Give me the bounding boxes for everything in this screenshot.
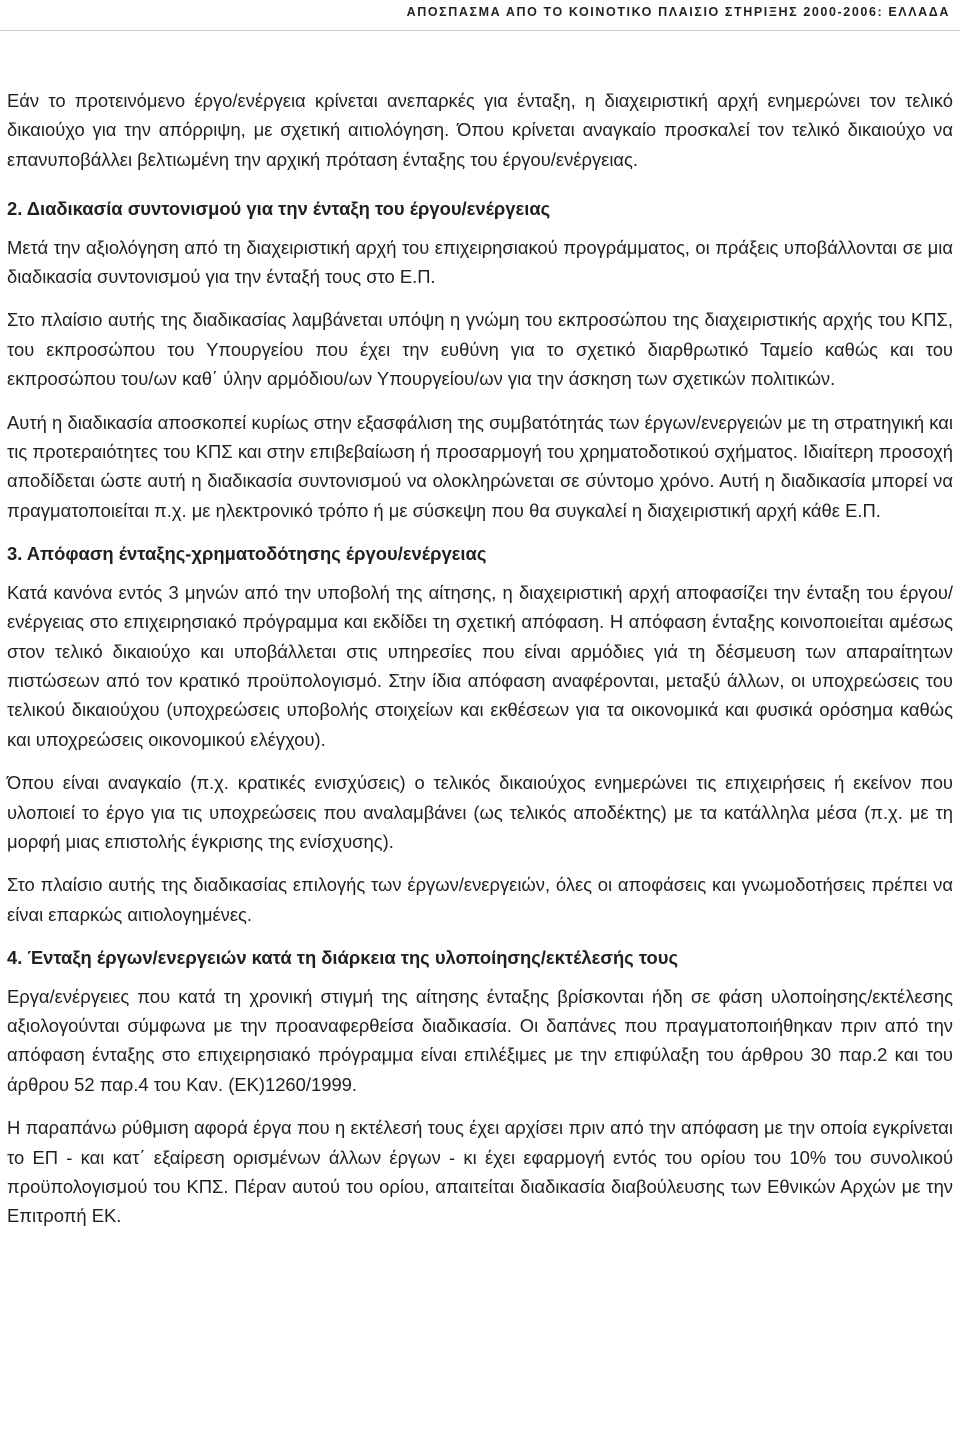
section-3-paragraph-3: Στο πλαίσιο αυτής της διαδικασίας επιλογής των έργων/ενεργειών, όλες οι αποφάσεις και γνωμοδοτήσεις πρέπει να είναι επαρκώς αιτιολογημένες. xyxy=(7,874,953,925)
section-2-paragraph-1: Μετά την αξιολόγηση από τη διαχειριστική αρχή του επιχειρησιακού προγράμματος, οι πράξεις υποβάλλονται σε μια διαδικασία συντονισμού για την ένταξή τους στο Ε.Π. xyxy=(7,236,953,288)
section-3-paragraph-2: Όπου είναι αναγκαίο (π.χ. κρατικές ενισχύσεις) ο τελικός δικαιούχος ενημερώνει τις επιχειρήσεις ή εκείνον που υλοποιεί το έργο για τις υποχρεώσεις που αναλαμβάνει (ως τελικός αποδέκτης) με τα κατάλληλα μέσα (π.χ. με τη μορφή μιας επιστολής έγκρισης της ενίσχυσης). xyxy=(7,772,953,852)
running-header: ΑΠΟΣΠΑΣΜΑ ΑΠΟ ΤΟ ΚΟΙΝΟΤΙΚΟ ΠΛΑΙΣΙΟ ΣΤΗΡΙΞΗΣ 2000-2006: ΕΛΛΑΔΑ xyxy=(406,5,950,19)
section-4-paragraph-2: Η παραπάνω ρύθμιση αφορά έργα που η εκτέλεσή τους έχει αρχίσει πριν από την απόφαση με την οποία εγκρίνεται το ΕΠ - και κατ΄ εξαίρεση ορισμένων άλλων έργων - κι έχει εφαρμογή εντός του ορίου του 10% του συνολικού προϋπολογισμού του ΚΠΣ. Πέραν αυτού του ορίου, απαιτείται διαδικασία διαβούλευσης των Εθνικών Αρχών με την Επιτροπή ΕΚ. xyxy=(7,1117,953,1227)
section-2-heading: 2. Διαδικασία συντονισμού για την ένταξη του έργου/ενέργειας xyxy=(7,198,551,220)
header-rule xyxy=(0,30,960,31)
section-4-heading: 4. Ένταξη έργων/ενεργειών κατά τη διάρκεια της υλοποίησης/εκτέλεσής τους xyxy=(7,947,679,969)
section-2-paragraph-3: Αυτή η διαδικασία αποσκοπεί κυρίως στην εξασφάλιση της συμβατότητάς των έργων/ενεργειών με τη στρατηγική και τις προτεραιότητες του ΚΠΣ και στην επιβεβαίωση ή προσαρμογή του χρηματοδοτικού σχήματος. Ιδιαίτερη προσοχή αποδίδεται ώστε αυτή η διαδικασία συντονισμού να ολοκληρώνεται σε σύντομο χρόνο. Αυτή η διαδικασία μπορεί να πραγματοποιείται π.χ. με ηλεκτρονικό τρόπο ή με σύσκεψη που θα συγκαλεί η διαχειριστική αρχή κάθε Ε.Π. xyxy=(7,411,953,521)
section-3-heading: 3. Απόφαση ένταξης-χρηματοδότησης έργου/ενέργειας xyxy=(7,543,487,565)
intro-paragraph: Εάν το προτεινόμενο έργο/ενέργεια κρίνεται ανεπαρκές για ένταξη, η διαχειριστική αρχή ενημερώνει τον τελικό δικαιούχο για την απόρριψη, με σχετική αιτιολόγηση. Όπου κρίνεται αναγκαίο προσκαλεί τον τελικό δικαιούχο να επανυποβάλλει βελτιωμένη την αρχική πρόταση ένταξης του έργου/ενέργειας. xyxy=(7,90,953,170)
section-3-paragraph-1: Κατά κανόνα εντός 3 μηνών από την υποβολή της αίτησης, η διαχειριστική αρχή αποφασίζει την ένταξη του έργου/ενέργειας στο επιχειρησιακό πρόγραμμα και εκδίδει τη σχετική απόφαση. Η απόφαση ένταξης κοινοποιείται αμέσως στον τελικό δικαιούχο και υποβάλλεται στις υπηρεσίες που είναι αρμόδιες γιά τη δέσμευση των απαραίτητων πιστώσεων από τον κρατικό προϋπολογισμό. Στην ίδια απόφαση αναφέρονται, μεταξύ άλλων, οι υποχρεώσεις του τελικού δικαιούχου (υποχρεώσεις υποβολής στοιχείων και εκθέσεων για τα οικονομικά και φυσικά ορόσημα καθώς και υποχρεώσεις οικονομικού ελέγχου). xyxy=(7,581,953,750)
section-2-paragraph-2: Στο πλαίσιο αυτής της διαδικασίας λαμβάνεται υπόψη η γνώμη του εκπροσώπου της διαχειριστικής αρχής του ΚΠΣ, του εκπροσώπου του Υπουργείου που έχει την ευθύνη για το σχετικό διαρθρωτικό Ταμείο καθώς και του εκπροσώπου του/ων καθ΄ ύλην αρμόδιου/ων Υπουργείου/ων για την άσκηση των σχετικών πολιτικών. xyxy=(7,309,953,390)
document-body xyxy=(7,86,953,1245)
section-4-paragraph-1: Εργα/ενέργειες που κατά τη χρονική στιγμή της αίτησης ένταξης βρίσκονται ήδη σε φάση υλοποίησης/εκτέλεσης αξιολογούνται σύμφωνα με την προαναφερθείσα διαδικασία. Οι δαπάνες που πραγματοποιήθηκαν πριν από την απόφαση ένταξης στο επιχειρησιακό πρόγραμμα είναι επιλέξιμες με την επιφύλαξη του άρθρου 30 παρ.2 και του άρθρου 52 παρ.4 του Καν. (ΕΚ)1260/1999. xyxy=(7,985,953,1095)
